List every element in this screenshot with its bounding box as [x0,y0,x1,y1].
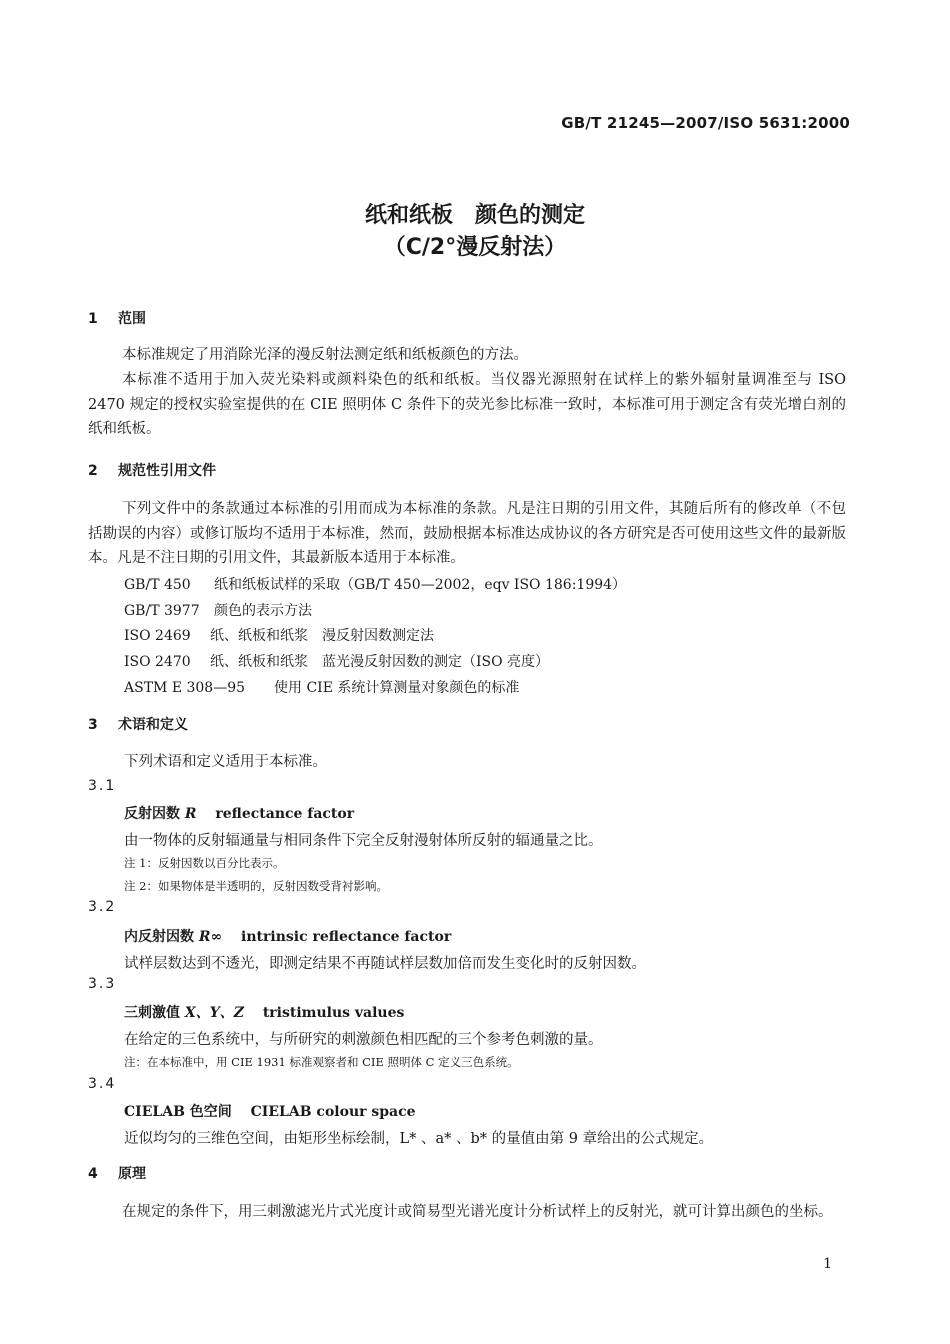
section-number: 4 [88,1166,98,1182]
page-number: 1 [823,1256,832,1272]
term-definition: 由一物体的反射辐通量与相同条件下完全反射漫射体所反射的辐通量之比。 [124,833,603,849]
reference-code: GB/T 450 [124,577,191,593]
reference-code: GB/T 3977 [124,603,200,619]
section-title: 范围 [118,311,146,327]
term-en: CIELAB colour space [250,1104,416,1120]
reference-item [124,651,549,671]
term-zh: 三刺激值 [124,1005,180,1021]
reference-item [124,677,519,697]
term-zh: 内反射因数 [124,929,194,945]
subsection-number: 3.4 [88,1076,117,1092]
section-3-intro: 下列术语和定义适用于本标准。 [124,754,327,770]
term-en: tristimulus values [262,1005,405,1021]
reference-item [124,574,626,594]
term-en: intrinsic reflectance factor [241,929,452,945]
term-definition: 在给定的三色系统中，与所研究的刺激颜色相匹配的三个参考色刺激的量。 [124,1032,603,1048]
term-note: 注：在本标准中，用 CIE 1931 标准观察者和 CIE 照明体 C 定义三色系统。 [124,1055,519,1069]
reference-title: 纸和纸板试样的采取（GB/T 450—2002，eqv ISO 186:1994） [214,577,627,593]
section-1-heading [88,308,146,328]
section-title: 规范性引用文件 [118,463,216,479]
section-4-heading [88,1163,146,1183]
section-title: 原理 [118,1166,146,1182]
reference-title: 纸、纸板和纸浆 漫反射因数测定法 [210,628,434,644]
section-1-para-2: 本标准不适用于加入荧光染料或颜料染色的纸和纸板。当仪器光源照射在试样上的紫外辐射量调准至与 ISO 2470 规定的授权实验室提供的在 CIE 照明体 C 条件下的荧光参比标准一致时，本标准可用于测定含有荧光增白剂的纸和纸板。 [88,372,846,437]
section-number: 1 [88,311,98,327]
term-symbol: X、Y、Z [184,1005,244,1021]
subsection-number: 3.2 [88,899,117,915]
section-number: 2 [88,463,98,479]
section-2-intro: 下列文件中的条款通过本标准的引用而成为本标准的条款。凡是注日期的引用文件，其随后所有的修改单（不包括勘误的内容）或修订版均不适用于本标准，然而，鼓励根据本标准达成协议的各方研究是否可使用这些文件的最新版本。凡是不注日期的引用文件，其最新版本适用于本标准。 [88,501,846,566]
term-heading [124,1002,404,1022]
section-3-heading [88,714,188,734]
term-heading [124,926,451,946]
reference-title: 使用 CIE 系统计算测量对象颜色的标准 [274,680,520,696]
section-title: 术语和定义 [118,717,188,733]
reference-item [124,625,434,645]
subsection-number: 3.1 [88,778,117,794]
term-en: reflectance factor [215,806,355,822]
document-title: 纸和纸板 颜色的测定 [364,203,585,228]
section-1-para-1: 本标准规定了用消除光泽的漫反射法测定纸和纸板颜色的方法。 [122,347,528,363]
reference-code: ISO 2469 [124,628,191,644]
reference-title: 纸、纸板和纸浆 蓝光漫反射因数的测定（ISO 亮度） [210,654,550,670]
term-note: 注 2：如果物体是半透明的，反射因数受背衬影响。 [124,879,388,893]
term-zh: 反射因数 [124,806,180,822]
term-zh: CIELAB 色空间 [124,1104,232,1120]
section-4-para-1: 在规定的条件下，用三刺激滤光片式光度计或简易型光谱光度计分析试样上的反射光，就可计算出颜色的坐标。 [122,1204,833,1220]
reference-code: ISO 2470 [124,654,191,670]
standard-code: GB/T 21245—2007/ISO 5631:2000 [561,114,850,132]
term-heading [124,1101,416,1121]
reference-code: ASTM E 308—95 [124,680,246,696]
section-2-heading [88,460,216,480]
subsection-number: 3.3 [88,976,117,992]
section-number: 3 [88,717,98,733]
term-symbol: R [184,806,197,822]
term-heading [124,803,354,823]
document-subtitle: （C/2°漫反射法） [383,235,567,260]
term-definition: 试样层数达到不透光，即测定结果不再随试样层数加倍而发生变化时的反射因数。 [124,956,646,972]
term-note: 注 1：反射因数以百分比表示。 [124,856,285,870]
term-definition: 近似均匀的三维色空间，由矩形坐标绘制，L* 、a* 、b* 的量值由第 9 章给出的公式规定。 [124,1131,714,1147]
term-symbol: R∞ [198,929,223,945]
reference-item [124,600,312,620]
reference-title: 颜色的表示方法 [214,603,312,619]
